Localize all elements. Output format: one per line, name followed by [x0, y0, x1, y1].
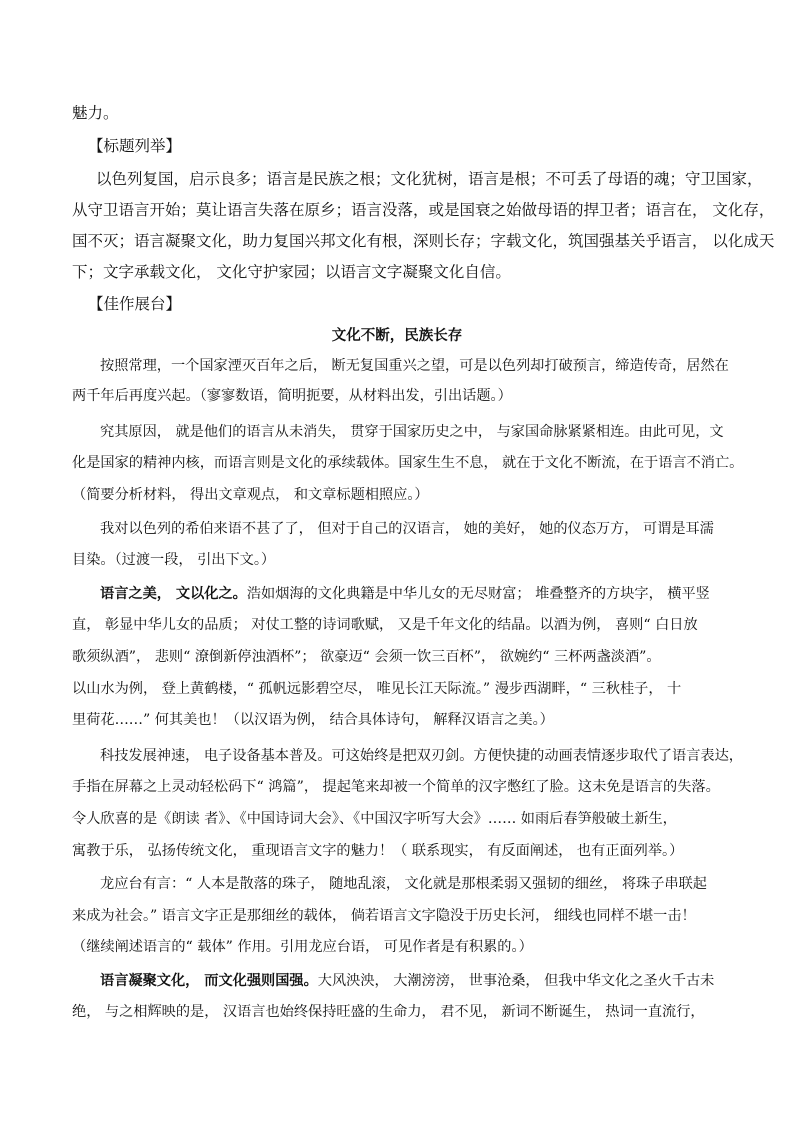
essay-line: 按照常理，一个国家湮灭百年之后， 断无复国重兴之望，可是以色列却打破预言，缔造传奇，居然在 — [100, 358, 729, 374]
titles-line: 从守卫语言开始；莫让语言失落在原乡；语言没落，或是国衰之始做母语的捍卫者；语言在， 文化存， — [72, 201, 775, 219]
essay-line: 令人欣喜的是《朗读 者》、《中国诗词大会》、《中国汉字听写大会》…… 如雨后春笋般破土新生， — [72, 811, 677, 827]
essay-line: 目染。（过渡一段， 引出下文。） — [72, 552, 276, 568]
essay-line: （简要分析材料， 得出文章观点， 和文章标题相照应。） — [72, 487, 429, 503]
essay-line: 手指在屏幕之上灵动轻松码下“ 鸿篇”， 提起笔来却被一个简单的汉字憋红了脸。这未免是语言的失落。 — [72, 779, 720, 795]
essay-line: 究其原因， 就是他们的语言从未消失， 贯穿于国家历史之中， 与家国命脉紧紧相连。由此可见，文 — [100, 424, 724, 440]
essay-line — [100, 970, 794, 990]
titles-line: 国不灭；语言凝聚文化，助力复国兴邦文化有根，深则长存；字载文化，筑国强基关乎语言， 以化成天 — [72, 232, 775, 250]
essay-line: 化是国家的精神内核，而语言则是文化的承续载体。国家生生不息， 就在于文化不断流，在于语言不消亡。 — [72, 455, 744, 471]
paragraph-lead: 语言凝聚文化， 而文化强则国强。 — [100, 973, 318, 989]
intro-tail: 魅力。 — [72, 104, 119, 122]
titles-line: 以色列复国，启示良多；语言是民族之根；文化犹树，语言是根；不可丢了母语的魂；守卫国家， — [96, 170, 763, 188]
paragraph-text: 大风泱泱， 大潮滂滂， 世事沧桑， 但我中华文化之圣火千古未 — [317, 973, 715, 989]
essay-line: （继续阐述语言的“ 载体” 作用。引用龙应台语， 可见作者是有积累的。） — [72, 939, 533, 955]
essay-line: 来成为社会。” 语言文字正是那细丝的载体， 倘若语言文字隐没于历史长河， 细线也同样不堪一击！ — [72, 908, 696, 924]
essay-line: 寓教于乐， 弘扬传统文化， 重现语言文字的魅力！（ 联系现实， 有反面阐述， 也有正面列举。） — [72, 843, 684, 859]
essay-line: 里荷花……” 何其美也！（以汉语为例， 结合具体诗句， 解释汉语言之美。） — [72, 712, 554, 728]
paragraph-text: 浩如烟海的文化典籍是中华儿女的无尽财富； 堆叠整齐的方块字， 横平竖 — [246, 586, 710, 602]
essay-line: 以山水为例， 登上黄鹤楼，“ 孤帆远影碧空尽， 唯见长江天际流。” 漫步西湖畔，“ 三秋桂子， 十 — [72, 681, 682, 697]
titles-line: 下；文字承载文化， 文化守护家园；以语言文字凝聚文化自信。 — [72, 263, 511, 281]
paragraph-lead: 语言之美， 文以化之。 — [100, 586, 247, 602]
essay-line — [100, 583, 794, 603]
essay-line: 两千年后再度兴起。（寥寥数语，简明扼要，从材料出发，引出话题。） — [72, 388, 512, 404]
essay-line: 龙应台有言：“ 人本是散落的珠子， 随地乱滚， 文化就是那根柔弱又强韧的细丝， 将珠子串联起 — [100, 876, 707, 892]
titles-heading: 【标题列举】 — [88, 137, 182, 155]
essay-line: 歌须纵酒”， 悲则“ 潦倒新停浊酒杯”； 欲豪迈“ 会须一饮三百杯”， 欲婉约“ 三杯两盏淡酒”。 — [72, 649, 661, 665]
essay-heading: 【佳作展台】 — [88, 295, 182, 313]
essay-line: 直， 彰显中华儿女的品质； 对仗工整的诗词歌赋， 又是千年文化的结晶。以酒为例， 喜则“ 白日放 — [72, 617, 698, 633]
essay-title: 文化不断，民族长存 — [331, 327, 463, 344]
essay-line: 科技发展神速， 电子设备基本普及。可这始终是把双刃剑。方便快捷的动画表情逐步取代了语言表达， — [100, 748, 743, 764]
essay-line: 我对以色列的希伯来语不甚了了， 但对于自己的汉语言， 她的美好， 她的仪态万方， 可谓是耳濡 — [100, 521, 714, 537]
essay-line: 绝， 与之相辉映的是， 汉语言也始终保持旺盛的生命力， 君不见， 新词不断诞生， 热词一直流行， — [72, 1004, 705, 1020]
